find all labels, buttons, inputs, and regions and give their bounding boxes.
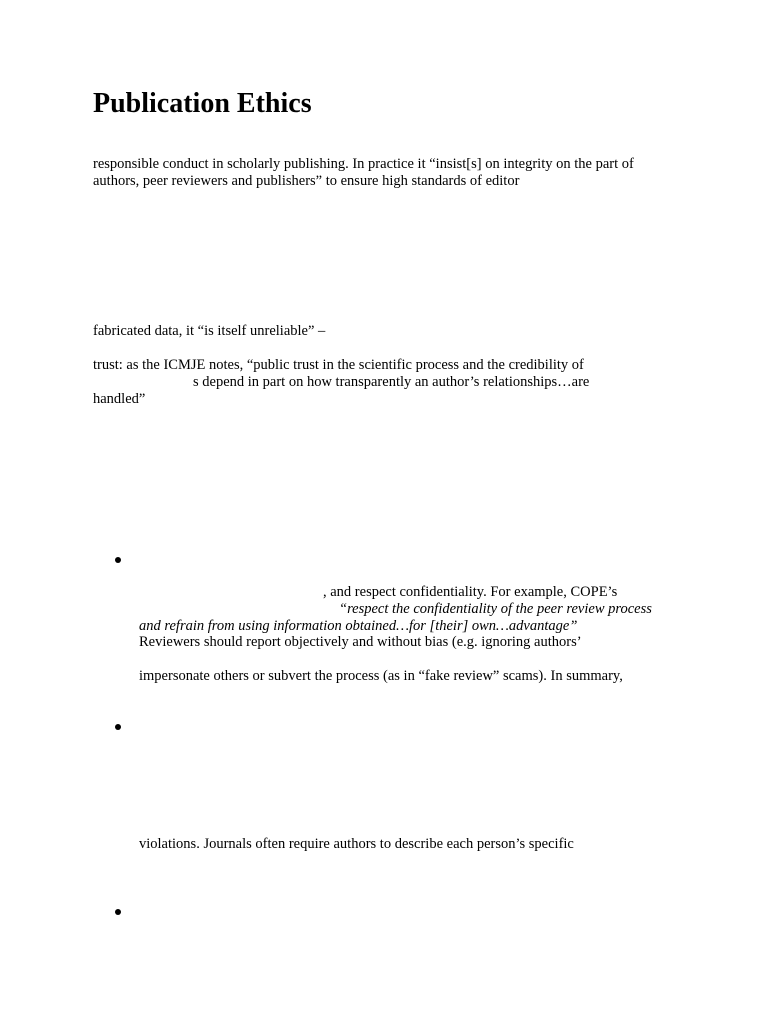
bullet-marker-1 xyxy=(115,557,121,563)
bullet-1-line-3: and refrain from using information obtained…for [their] own…advantage” xyxy=(139,618,578,634)
paragraph-1-line-1: responsible conduct in scholarly publishing. In practice it “insist[s] on integrity on the part of xyxy=(93,156,634,172)
bullet-1-line-2: “respect the confidentiality of the peer review process xyxy=(339,601,652,617)
paragraph-3-line-3: handled” xyxy=(93,391,146,407)
bullet-2-line-1: violations. Journals often require authors to describe each person’s specific xyxy=(139,836,574,852)
bullet-marker-2 xyxy=(115,724,121,730)
bullet-1-line-1: , and respect confidentiality. For example, COPE’s xyxy=(323,584,618,600)
bullet-1-line-4: Reviewers should report objectively and without bias (e.g. ignoring authors’ xyxy=(139,634,582,650)
paragraph-3-line-1: trust: as the ICMJE notes, “public trust in the scientific process and the credibility of xyxy=(93,357,584,373)
paragraph-2-line-1: fabricated data, it “is itself unreliable” – xyxy=(93,323,326,339)
paragraph-1-line-2: authors, peer reviewers and publishers” to ensure high standards of editor xyxy=(93,173,520,189)
paragraph-3-line-2: s depend in part on how transparently an author’s relationships…are xyxy=(193,374,590,390)
bullet-1-line-5: impersonate others or subvert the process (as in “fake review” scams). In summary, xyxy=(139,668,623,684)
page-title: Publication Ethics xyxy=(93,88,312,119)
bullet-marker-3 xyxy=(115,909,121,915)
